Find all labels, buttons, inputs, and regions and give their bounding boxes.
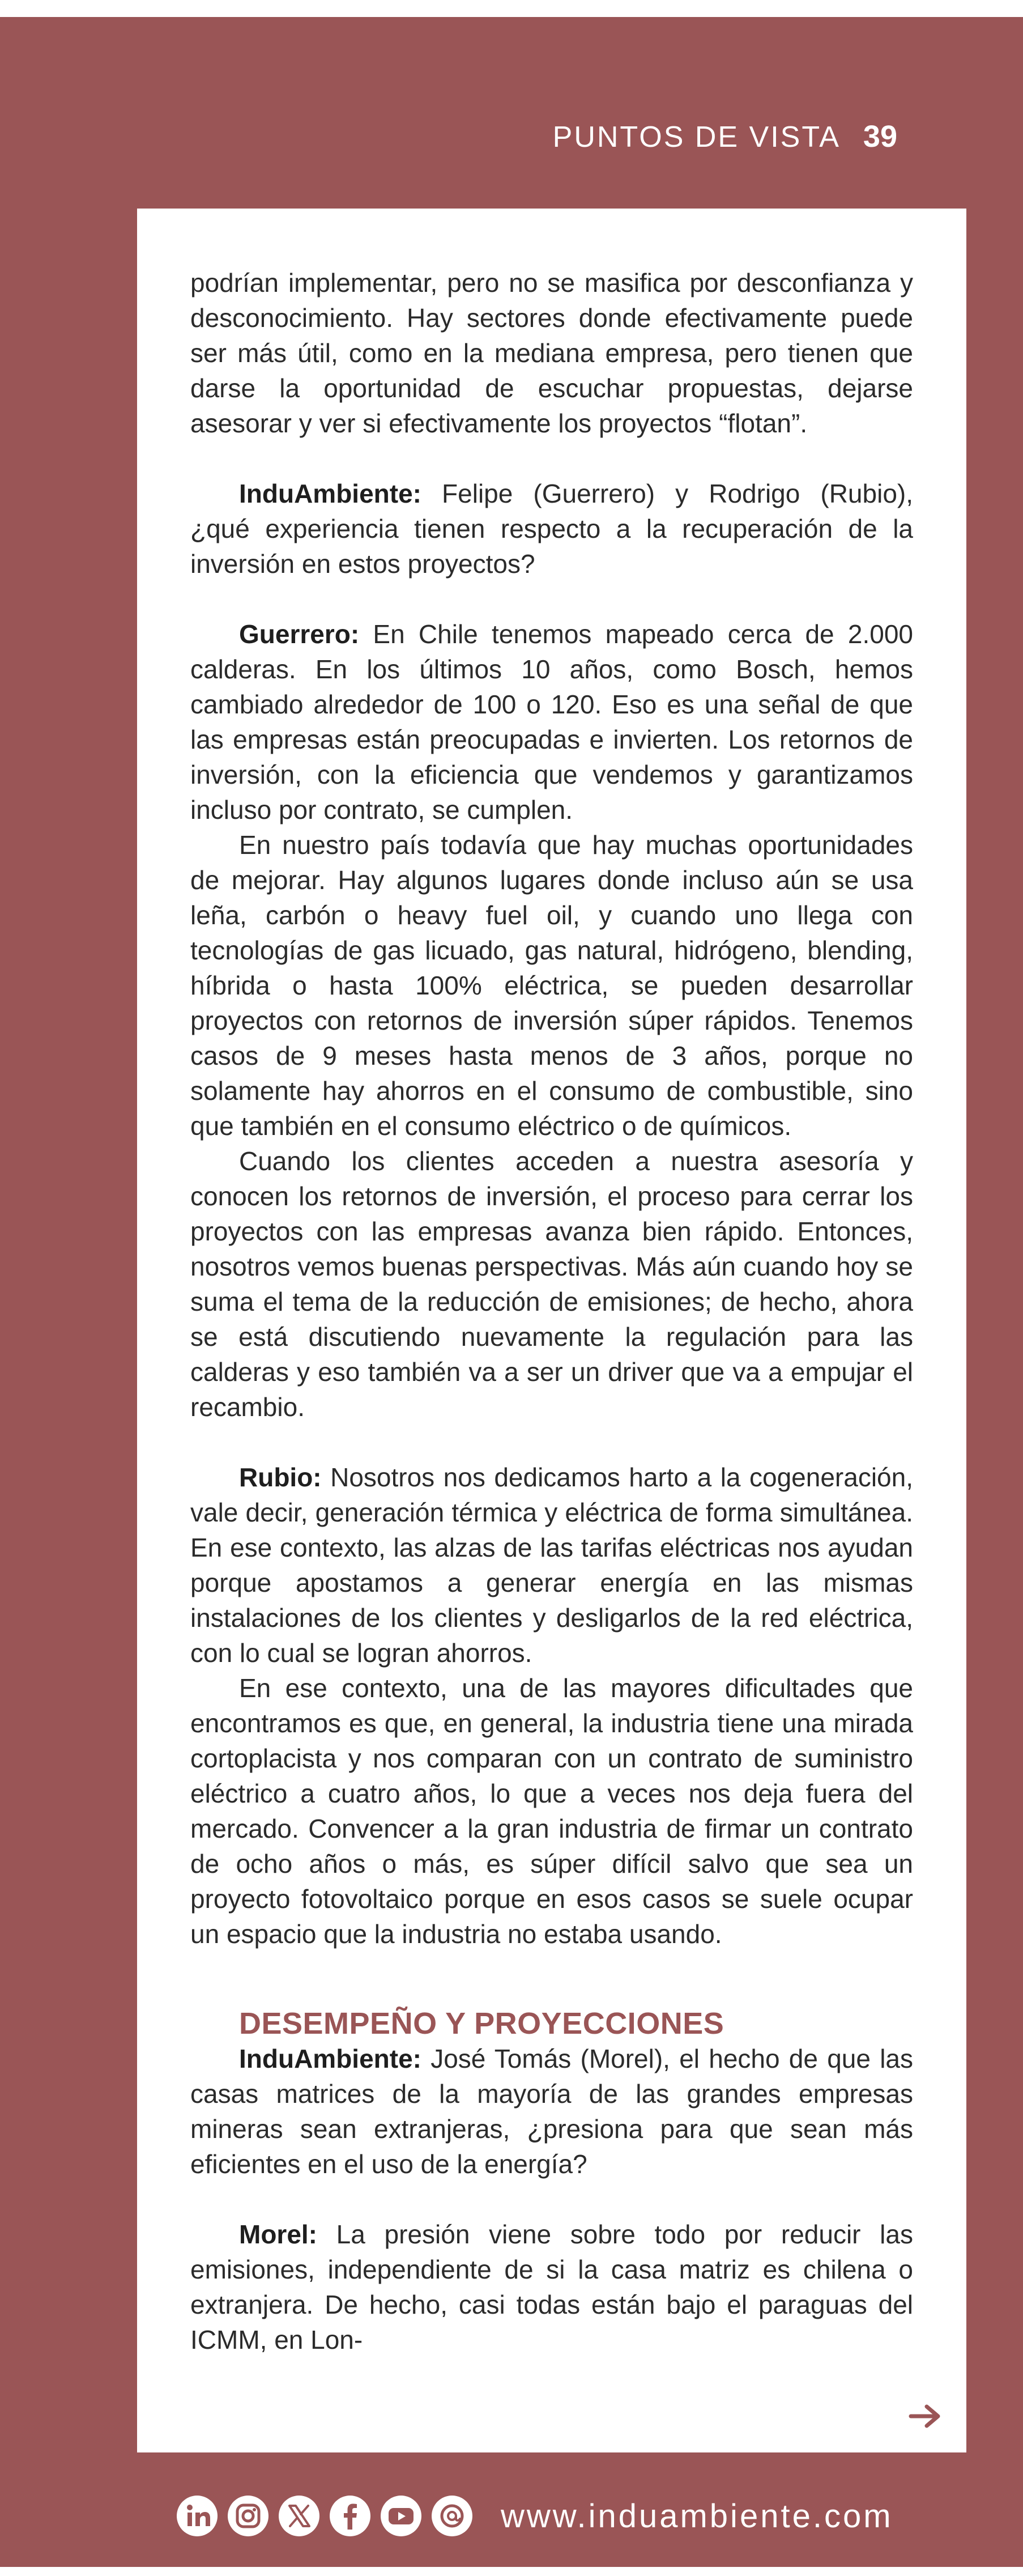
x-icon[interactable] [278,2494,321,2537]
answer-text: Nosotros nos dedicamos harto a la cogeneración, vale decir, generación térmica y eléctrica de forma simultánea. En ese contexto, las alzas de las tarifas eléctricas nos ayudan porque apostamos a generar energía en las mismas instalaciones de los clientes y desligarlos de la red eléctrica, con lo cual se logran ahorros. [190,1463,913,1668]
website-link[interactable]: www.induambiente.com [501,2497,893,2535]
answer-text: La presión viene sobre todo por reducir las emisiones, independiente de si la casa matriz es chilena o extranjera. De hecho, casi todas están bajo el paraguas del ICMM, en Lon- [190,2220,913,2354]
section-subheading: DESEMPEÑO Y PROYECCIONES [239,2007,724,2041]
question-paragraph [190,2041,913,2182]
continue-arrow-icon[interactable] [909,2404,943,2429]
youtube-icon[interactable] [380,2494,423,2537]
instagram-icon[interactable] [227,2494,270,2537]
paragraph: Cuando los clientes acceden a nuestra asesoría y conocen los retornos de inversión, el proceso para cerrar los proyectos con las empresas avanza bien rápido. Entonces, nosotros vemos buenas perspectivas. Más aún cuando hoy se suma el tema de la reducción de emisiones; de hecho, ahora se está discutiendo nuevamente la regulación para las calderas y eso también va a ser un driver que va a empujar el recambio. [190,1146,913,1422]
speaker-label: InduAmbiente: [239,479,421,508]
question-paragraph [190,476,913,581]
question-text: José Tomás (Morel), el hecho de que las casas matrices de la mayoría de las grandes empresas mineras sean extranjeras, ¿presiona para que sean más eficientes en el uso de la energía? [190,2044,913,2179]
article-card [137,209,966,2452]
speaker-label: Guerrero: [239,619,360,649]
facebook-icon[interactable] [329,2494,372,2537]
speaker-label: Rubio: [239,1463,322,1492]
answer-text: En Chile tenemos mapeado cerca de 2.000 calderas. En los últimos 10 años, como Bosch, hemos cambiado alrededor de 100 o 120. Eso es una señal de que las empresas están preocupadas e invierten. Los retornos de inversión, con la eficiencia que vendemos y garantizamos incluso por contrato, se cumplen. [190,619,913,824]
answer-paragraph [190,2217,913,2357]
page-number: 39 [863,120,897,154]
page-header [553,119,897,154]
page-background [0,17,1023,2567]
paragraph: En nuestro país todavía que hay muchas oportunidades de mejorar. Hay algunos lugares donde incluso aún se usa leña, carbón o heavy fuel oil, y cuando uno llega con tecnologías de gas licuado, gas natural, hidrógeno, blending, híbrida o hasta 100% eléctrica, se pueden desarrollar proyectos con retornos de inversión súper rápidos. Tenemos casos de 9 meses hasta menos de 3 años, porque no solamente hay ahorros en el consumo de combustible, sino que también en el consumo eléctrico o de químicos. [190,830,913,1141]
paragraph: En ese contexto, una de las mayores dificultades que encontramos es que, en general, la industria tiene una mirada cortoplacista y nos comparan con un contrato de suministro eléctrico a cuatro años, lo que a veces nos deja fuera del mercado. Convencer a la gran industria de firmar un contrato de ocho años o más, es súper difícil salvo que sea un proyecto fotovoltaico porque en esos casos se suele ocupar un espacio que la industria no estaba usando. [190,1673,913,1949]
linkedin-icon[interactable] [176,2494,219,2537]
answer-paragraph [190,617,913,827]
speaker-label: Morel: [239,2220,317,2249]
section-title: PUNTOS DE VISTA [552,121,841,154]
threads-icon[interactable] [430,2494,474,2537]
speaker-label: InduAmbiente: [239,2044,421,2073]
answer-paragraph [190,1460,913,1670]
page-footer [176,2490,893,2541]
paragraph: podrían implementar, pero no se masifica por desconfianza y desconocimiento. Hay sectores donde efectivamente puede ser más útil, como en la mediana empresa, pero tienen que darse la oportunidad de escuchar propuestas, dejarse asesorar y ver si efectivamente los proyectos “flotan”. [190,268,913,438]
question-text: Felipe (Guerrero) y Rodrigo (Rubio), ¿qué experiencia tienen respecto a la recuperación de la inversión en estos proyectos? [190,479,913,579]
article-body [190,265,913,2357]
